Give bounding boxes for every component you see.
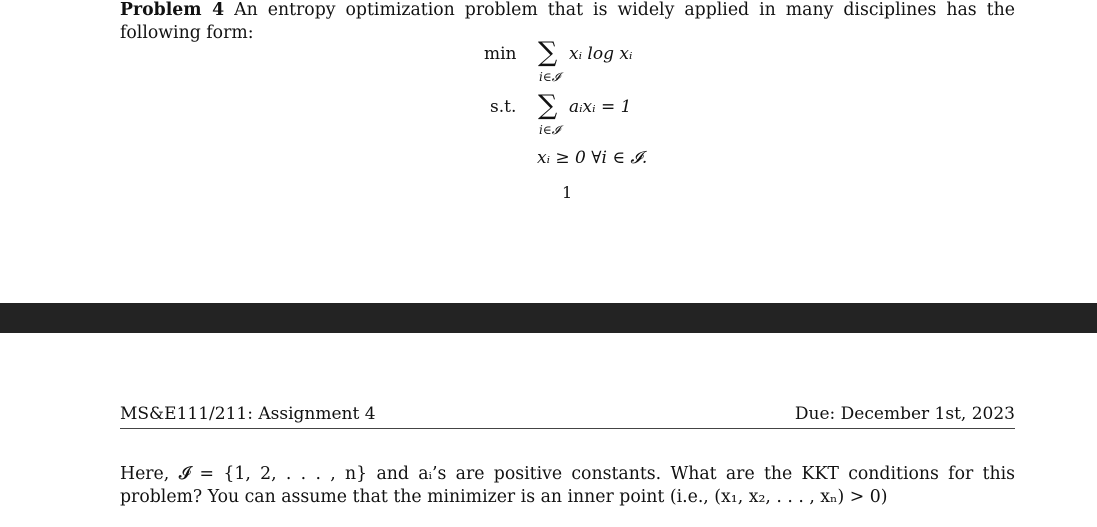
- st-label: s.t.: [490, 97, 517, 117]
- sum-symbol-objective: ∑: [538, 37, 558, 68]
- page-separator: [0, 303, 1097, 333]
- course-header: MS&E111/211: Assignment 4: [120, 404, 376, 424]
- problem-statement: [120, 0, 1015, 45]
- page-bottom: [0, 333, 1097, 527]
- constraint-equality: aᵢxᵢ = 1: [569, 97, 632, 117]
- header-rule: [120, 428, 1015, 429]
- problem-intro: An entropy optimization problem that is widely applied in many disciplines has the following form:: [120, 0, 1015, 43]
- objective-term: xᵢ log xᵢ: [569, 44, 633, 64]
- index-set-constraint: i∈𝓘: [539, 123, 560, 137]
- problem-label: Problem 4: [120, 0, 225, 20]
- index-set-objective: i∈𝓘: [539, 70, 560, 84]
- page-number: 1: [562, 183, 573, 202]
- constraint-nonnegativity: xᵢ ≥ 0 ∀i ∈ 𝓘.: [537, 148, 648, 168]
- sum-symbol-constraint: ∑: [538, 90, 558, 121]
- body-paragraph: Here, 𝓘 = {1, 2, . . . , n} and aᵢ’s are positive constants. What are the KKT conditions for this problem? You can assume that the minimizer is an inner point (i.e., (x₁, x₂, . . . , xₙ) > 0): [120, 464, 1015, 507]
- due-date: Due: December 1st, 2023: [794, 404, 1015, 424]
- min-label: min: [484, 44, 517, 64]
